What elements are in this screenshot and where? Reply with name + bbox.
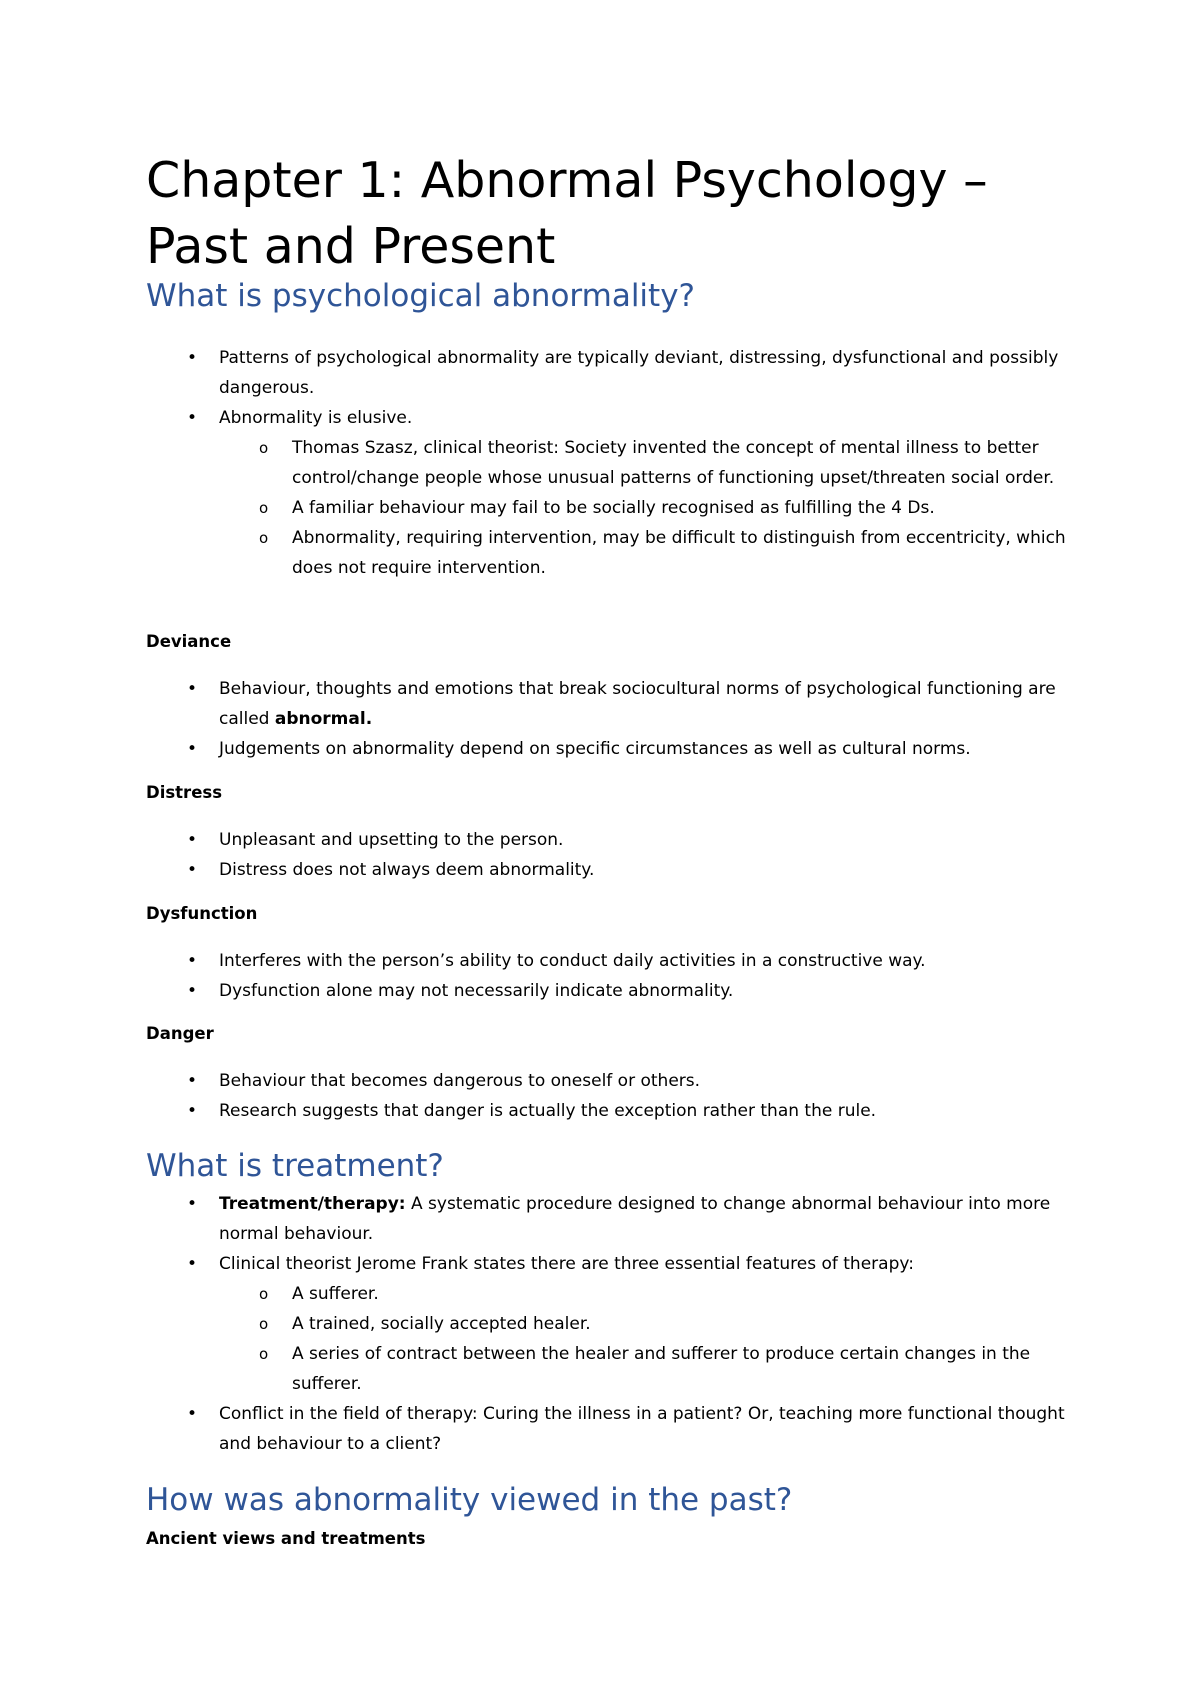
sub-bullet-marker: o — [259, 1285, 269, 1303]
bullet-marker: • — [187, 1254, 198, 1274]
list-item: • Abnormality is elusive. — [146, 403, 1076, 433]
list-item: • Distress does not always deem abnormality. — [146, 855, 1076, 885]
list-item: • Judgements on abnormality depend on specific circumstances as well as cultural norms. — [146, 734, 1076, 764]
sub-bullet-marker: o — [259, 1345, 269, 1363]
bullet-marker: • — [187, 739, 198, 759]
heading-psychological-abnormality: What is psychological abnormality? — [146, 278, 695, 314]
sub-list-item: o A familiar behaviour may fail to be socially recognised as fulfilling the 4 Ds. — [146, 493, 1076, 523]
bullet-marker: • — [187, 1071, 198, 1091]
heading-past-views: How was abnormality viewed in the past? — [146, 1482, 793, 1518]
sub-list-item: o Abnormality, requiring intervention, may be difficult to distinguish from eccentricity, which does not require intervention. — [146, 523, 1076, 583]
distress-list — [146, 825, 1076, 885]
treatment-list — [146, 1189, 1076, 1459]
bullet-marker: • — [187, 860, 198, 880]
bullet-marker: • — [187, 830, 198, 850]
bullet-marker: • — [187, 951, 198, 971]
bullet-marker: • — [187, 1101, 198, 1121]
bullet-marker: • — [187, 1194, 198, 1214]
danger-list — [146, 1066, 1076, 1126]
list-item: • Behaviour that becomes dangerous to oneself or others. — [146, 1066, 1076, 1096]
heading-danger: Danger — [146, 1024, 214, 1043]
dysfunction-list — [146, 946, 1076, 1006]
abnormality-list — [146, 343, 1076, 583]
bullet-marker: • — [187, 348, 198, 368]
list-item: • Patterns of psychological abnormality are typically deviant, distressing, dysfunctional and possibly dangerous. — [146, 343, 1076, 403]
list-item: • Unpleasant and upsetting to the person. — [146, 825, 1076, 855]
sub-bullet-marker: o — [259, 1315, 269, 1333]
sub-list-item: o A trained, socially accepted healer. — [146, 1309, 1076, 1339]
sub-list-item: o A series of contract between the healer and sufferer to produce certain changes in the sufferer. — [146, 1339, 1076, 1399]
list-item: • Clinical theorist Jerome Frank states there are three essential features of therapy: — [146, 1249, 1076, 1279]
heading-deviance: Deviance — [146, 632, 232, 651]
heading-dysfunction: Dysfunction — [146, 904, 258, 923]
list-item: • Interferes with the person’s ability to conduct daily activities in a constructive way. — [146, 946, 1076, 976]
sub-bullet-marker: o — [259, 499, 269, 517]
document-title: Chapter 1: Abnormal Psychology – Past and Present — [146, 152, 988, 275]
bullet-marker: • — [187, 679, 198, 699]
subheading-ancient-views: Ancient views and treatments — [146, 1529, 426, 1548]
sub-bullet-marker: o — [259, 529, 269, 547]
list-item: • Dysfunction alone may not necessarily indicate abnormality. — [146, 976, 1076, 1006]
bullet-marker: • — [187, 1404, 198, 1424]
sub-bullet-marker: o — [259, 439, 269, 457]
sub-list-item: o Thomas Szasz, clinical theorist: Society invented the concept of mental illness to better control/change people whose unusual patterns of functioning upset/threaten social order. — [146, 433, 1076, 493]
list-item: • Treatment/therapy: A systematic procedure designed to change abnormal behaviour into more normal behaviour. — [146, 1189, 1076, 1249]
list-item: • Research suggests that danger is actually the exception rather than the rule. — [146, 1096, 1076, 1126]
list-item: • Behaviour, thoughts and emotions that break sociocultural norms of psychological functioning are called abnormal. — [146, 674, 1076, 734]
bullet-marker: • — [187, 408, 198, 428]
list-item: • Conflict in the field of therapy: Curing the illness in a patient? Or, teaching more functional thought and behaviour to a client? — [146, 1399, 1076, 1459]
heading-treatment: What is treatment? — [146, 1148, 444, 1184]
heading-distress: Distress — [146, 783, 223, 802]
deviance-list — [146, 674, 1076, 764]
bullet-marker: • — [187, 981, 198, 1001]
sub-list-item: o A sufferer. — [146, 1279, 1076, 1309]
